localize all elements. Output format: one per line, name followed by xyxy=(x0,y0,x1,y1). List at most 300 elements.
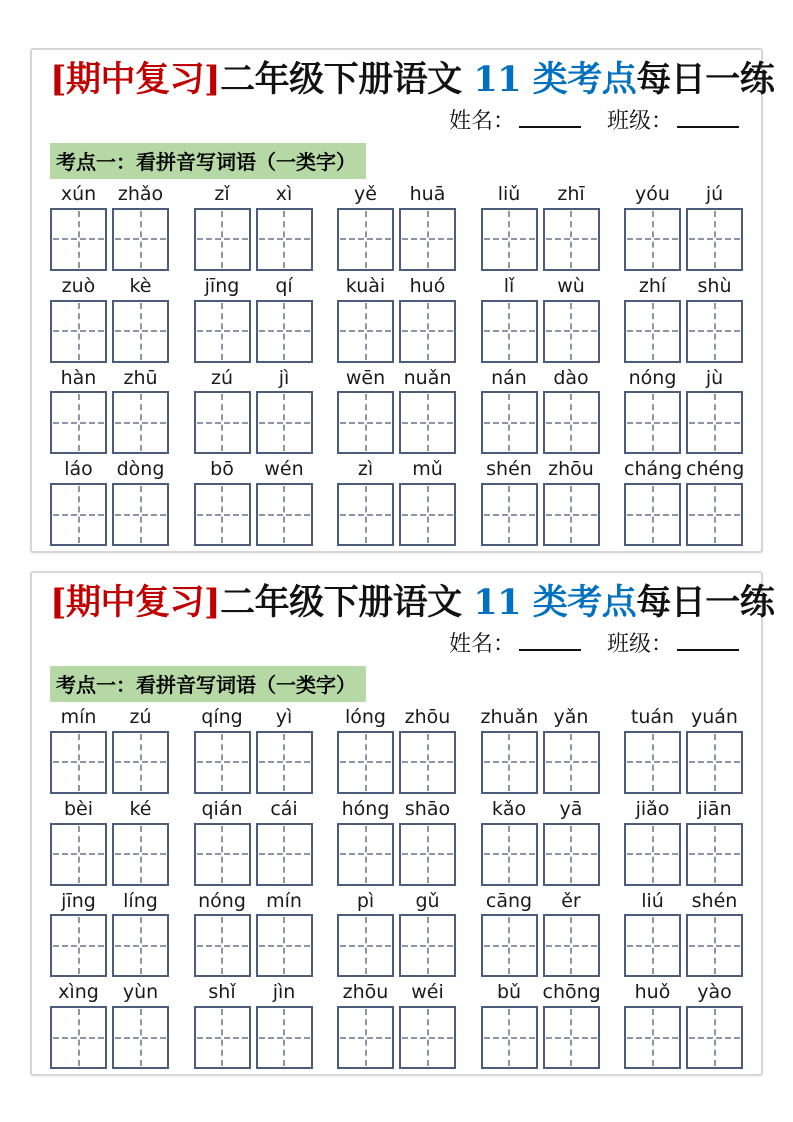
pinyin-syllable: jù xyxy=(705,366,724,389)
tianzige-box xyxy=(686,300,743,363)
box-pair xyxy=(50,914,169,977)
pinyin-syllable: bǔ xyxy=(496,981,522,1004)
pinyin-pair xyxy=(194,276,313,297)
pinyin-syllable: zhū xyxy=(123,366,158,389)
pinyin-pair xyxy=(624,459,743,480)
tianzige-box xyxy=(686,208,743,271)
pinyin-pair xyxy=(337,459,456,480)
word-pair xyxy=(481,184,600,271)
title-exam-tag: [期中复习] xyxy=(50,59,221,100)
tianzige-box xyxy=(194,731,251,794)
box-pair xyxy=(337,823,456,886)
box-pair xyxy=(481,208,600,271)
tianzige-box xyxy=(543,823,600,886)
pinyin-syllable: jiān xyxy=(697,797,732,820)
class-label: 班级： xyxy=(606,630,673,656)
pinyin-pair xyxy=(194,891,313,912)
tianzige-box xyxy=(194,208,251,271)
pinyin-syllable: zú xyxy=(129,705,152,728)
pinyin-pair xyxy=(50,368,169,389)
pinyin-syllable: qíng xyxy=(201,705,243,728)
writing-row xyxy=(50,184,743,271)
word-pair xyxy=(194,799,313,886)
box-pair xyxy=(50,823,169,886)
word-pair xyxy=(194,891,313,978)
pinyin-syllable: zhī xyxy=(557,182,585,205)
pinyin-pair xyxy=(624,276,743,297)
word-pair xyxy=(337,891,456,978)
page-title xyxy=(50,58,775,102)
pinyin-pair xyxy=(50,707,169,728)
pinyin-pair xyxy=(194,459,313,480)
tianzige-box xyxy=(112,483,169,546)
pinyin-syllable: chōng xyxy=(542,981,601,1004)
tianzige-box xyxy=(50,208,107,271)
pinyin-pair xyxy=(50,799,169,820)
pinyin-syllable: huǒ xyxy=(634,981,671,1004)
pinyin-syllable: yùn xyxy=(122,981,159,1004)
pinyin-syllable: kuài xyxy=(345,274,386,297)
word-pair xyxy=(50,799,169,886)
student-info-line xyxy=(50,104,743,135)
pinyin-syllable: qí xyxy=(275,274,293,297)
tianzige-box xyxy=(194,914,251,977)
word-pair xyxy=(624,459,743,546)
pinyin-pair xyxy=(50,891,169,912)
pinyin-syllable: cāng xyxy=(485,889,533,912)
box-pair xyxy=(624,914,743,977)
pinyin-syllable: zú xyxy=(210,366,233,389)
box-pair xyxy=(50,483,169,546)
pinyin-pair xyxy=(50,184,169,205)
box-pair xyxy=(194,823,313,886)
tianzige-box xyxy=(686,914,743,977)
pinyin-syllable: huó xyxy=(409,274,446,297)
box-pair xyxy=(194,483,313,546)
pinyin-pair xyxy=(481,891,600,912)
title-daily-practice: 每日一练 xyxy=(636,59,775,100)
tianzige-box xyxy=(50,731,107,794)
pinyin-syllable: gǔ xyxy=(415,889,440,912)
pinyin-syllable: wén xyxy=(264,458,304,481)
writing-grid xyxy=(50,707,743,1070)
tianzige-box xyxy=(337,483,394,546)
pinyin-syllable: cái xyxy=(270,797,298,820)
tianzige-box xyxy=(543,914,600,977)
pinyin-syllable: lóng xyxy=(344,705,386,728)
word-pair xyxy=(50,891,169,978)
pinyin-syllable: zhǎo xyxy=(117,182,164,205)
pinyin-pair xyxy=(624,982,743,1003)
tianzige-box xyxy=(481,731,538,794)
worksheet-panel-1 xyxy=(30,48,775,553)
box-pair xyxy=(50,300,169,363)
tianzige-box xyxy=(481,300,538,363)
tianzige-box xyxy=(112,731,169,794)
pinyin-pair xyxy=(337,982,456,1003)
tianzige-box xyxy=(337,731,394,794)
tianzige-box xyxy=(256,483,313,546)
pinyin-syllable: wéi xyxy=(411,981,444,1004)
title-topic-count: 11 类考点 xyxy=(473,59,637,100)
tianzige-box xyxy=(624,483,681,546)
pinyin-syllable: líng xyxy=(123,889,158,912)
word-pair xyxy=(337,459,456,546)
word-pair xyxy=(624,184,743,271)
pinyin-pair xyxy=(337,276,456,297)
tianzige-box xyxy=(624,914,681,977)
tianzige-box xyxy=(256,300,313,363)
box-pair xyxy=(337,914,456,977)
pinyin-syllable: qián xyxy=(201,797,243,820)
title-grade-subject: 二年级下册语文 xyxy=(220,582,474,623)
tianzige-box xyxy=(399,1006,456,1069)
tianzige-box xyxy=(112,1006,169,1069)
title-topic-count: 11 类考点 xyxy=(473,582,637,623)
pinyin-syllable: kè xyxy=(129,274,152,297)
tianzige-box xyxy=(543,1006,600,1069)
tianzige-box xyxy=(50,823,107,886)
tianzige-box xyxy=(337,823,394,886)
pinyin-syllable: wēn xyxy=(345,366,386,389)
word-pair xyxy=(337,707,456,794)
pinyin-pair xyxy=(481,459,600,480)
pinyin-pair xyxy=(337,891,456,912)
tianzige-box xyxy=(194,823,251,886)
pinyin-pair xyxy=(337,368,456,389)
tianzige-box xyxy=(194,391,251,454)
pinyin-syllable: xìng xyxy=(58,981,99,1004)
box-pair xyxy=(624,391,743,454)
pinyin-pair xyxy=(50,276,169,297)
word-pair xyxy=(50,459,169,546)
writing-row xyxy=(50,982,743,1069)
pinyin-syllable: mín xyxy=(60,705,97,728)
word-pair xyxy=(50,707,169,794)
pinyin-syllable: lǐ xyxy=(503,274,515,297)
tianzige-box xyxy=(50,914,107,977)
pinyin-pair xyxy=(194,707,313,728)
pinyin-syllable: cháng xyxy=(624,458,683,481)
word-pair xyxy=(624,891,743,978)
pinyin-pair xyxy=(337,707,456,728)
box-pair xyxy=(481,823,600,886)
tianzige-box xyxy=(481,391,538,454)
tianzige-box xyxy=(399,823,456,886)
tianzige-box xyxy=(624,731,681,794)
section-header: 考点一：看拼音写词语（一类字） xyxy=(50,143,366,179)
pinyin-syllable: zuò xyxy=(61,274,96,297)
tianzige-box xyxy=(399,208,456,271)
tianzige-box xyxy=(337,208,394,271)
box-pair xyxy=(337,731,456,794)
pinyin-syllable: zhōu xyxy=(548,458,594,481)
pinyin-pair xyxy=(481,799,600,820)
pinyin-pair xyxy=(624,799,743,820)
pinyin-pair xyxy=(194,368,313,389)
pinyin-syllable: liú xyxy=(641,889,664,912)
tianzige-box xyxy=(686,391,743,454)
tianzige-box xyxy=(686,823,743,886)
pinyin-syllable: xún xyxy=(60,182,97,205)
tianzige-box xyxy=(399,300,456,363)
box-pair xyxy=(194,914,313,977)
tianzige-box xyxy=(256,208,313,271)
pinyin-syllable: nán xyxy=(491,366,527,389)
tianzige-box xyxy=(399,914,456,977)
word-pair xyxy=(481,891,600,978)
tianzige-box xyxy=(337,391,394,454)
writing-row xyxy=(50,707,743,794)
pinyin-pair xyxy=(624,891,743,912)
word-pair xyxy=(481,707,600,794)
pinyin-syllable: yì xyxy=(275,705,293,728)
pinyin-syllable: bō xyxy=(210,458,234,481)
pinyin-syllable: ěr xyxy=(561,889,581,912)
pinyin-syllable: bèi xyxy=(63,797,94,820)
pinyin-syllable: pì xyxy=(356,889,375,912)
pinyin-syllable: yóu xyxy=(635,182,670,205)
name-label: 姓名： xyxy=(448,630,515,656)
tianzige-box xyxy=(50,300,107,363)
pinyin-pair xyxy=(194,799,313,820)
box-pair xyxy=(194,300,313,363)
tianzige-box xyxy=(194,483,251,546)
box-pair xyxy=(624,823,743,886)
name-blank-line xyxy=(519,108,581,128)
writing-row xyxy=(50,368,743,455)
pinyin-syllable: yā xyxy=(559,797,583,820)
pinyin-syllable: shén xyxy=(486,458,532,481)
tianzige-box xyxy=(481,823,538,886)
pinyin-syllable: hàn xyxy=(60,366,97,389)
worksheet-panel-2 xyxy=(30,571,775,1076)
pinyin-pair xyxy=(337,799,456,820)
tianzige-box xyxy=(686,483,743,546)
box-pair xyxy=(624,483,743,546)
pinyin-syllable: wù xyxy=(557,274,585,297)
tianzige-box xyxy=(112,300,169,363)
tianzige-box xyxy=(337,914,394,977)
word-pair xyxy=(194,184,313,271)
tianzige-box xyxy=(50,1006,107,1069)
tianzige-box xyxy=(543,300,600,363)
pinyin-syllable: mín xyxy=(266,889,302,912)
pinyin-pair xyxy=(481,276,600,297)
pinyin-syllable: shén xyxy=(691,889,738,912)
word-pair xyxy=(50,982,169,1069)
pinyin-pair xyxy=(50,982,169,1003)
tianzige-box xyxy=(194,1006,251,1069)
pinyin-syllable: dòng xyxy=(116,458,165,481)
box-pair xyxy=(337,1006,456,1069)
box-pair xyxy=(481,914,600,977)
word-pair xyxy=(624,368,743,455)
box-pair xyxy=(337,208,456,271)
pinyin-pair xyxy=(624,368,743,389)
word-pair xyxy=(481,459,600,546)
page-title xyxy=(50,581,775,625)
pinyin-syllable: zhuǎn xyxy=(480,705,539,728)
tianzige-box xyxy=(399,483,456,546)
tianzige-box xyxy=(543,483,600,546)
title-daily-practice: 每日一练 xyxy=(636,582,775,623)
word-pair xyxy=(337,799,456,886)
box-pair xyxy=(194,391,313,454)
pinyin-syllable: nóng xyxy=(628,366,677,389)
tianzige-box xyxy=(624,208,681,271)
box-pair xyxy=(50,731,169,794)
name-blank-line xyxy=(519,631,581,651)
tianzige-box xyxy=(624,300,681,363)
tianzige-box xyxy=(481,914,538,977)
tianzige-box xyxy=(543,391,600,454)
pinyin-pair xyxy=(194,184,313,205)
tianzige-box xyxy=(624,823,681,886)
pinyin-syllable: yuán xyxy=(691,705,738,728)
box-pair xyxy=(50,1006,169,1069)
box-pair xyxy=(481,300,600,363)
pinyin-syllable: shāo xyxy=(404,797,451,820)
pinyin-syllable: jīng xyxy=(204,274,240,297)
tianzige-box xyxy=(686,731,743,794)
word-pair xyxy=(50,276,169,363)
pinyin-syllable: yào xyxy=(697,981,732,1004)
tianzige-box xyxy=(256,391,313,454)
class-label: 班级： xyxy=(606,107,673,133)
word-pair xyxy=(481,276,600,363)
class-blank-line xyxy=(677,631,739,651)
tianzige-box xyxy=(481,483,538,546)
box-pair xyxy=(624,1006,743,1069)
pinyin-syllable: ké xyxy=(129,797,152,820)
box-pair xyxy=(194,1006,313,1069)
tianzige-box xyxy=(256,914,313,977)
student-info-line xyxy=(50,627,743,658)
pinyin-syllable: shù xyxy=(697,274,732,297)
box-pair xyxy=(624,208,743,271)
pinyin-syllable: kǎo xyxy=(491,797,527,820)
pinyin-pair xyxy=(481,707,600,728)
word-pair xyxy=(481,368,600,455)
tianzige-box xyxy=(337,300,394,363)
word-pair xyxy=(337,184,456,271)
pinyin-pair xyxy=(624,707,743,728)
pinyin-syllable: láo xyxy=(64,458,93,481)
pinyin-syllable: liǔ xyxy=(497,182,521,205)
pinyin-syllable: zhōu xyxy=(404,705,451,728)
pinyin-syllable: zì xyxy=(357,458,374,481)
word-pair xyxy=(50,184,169,271)
name-label: 姓名： xyxy=(448,107,515,133)
pinyin-syllable: chéng xyxy=(686,458,745,481)
pinyin-syllable: zhí xyxy=(638,274,667,297)
word-pair xyxy=(194,276,313,363)
word-pair xyxy=(624,276,743,363)
box-pair xyxy=(50,208,169,271)
tianzige-box xyxy=(624,1006,681,1069)
pinyin-pair xyxy=(481,368,600,389)
tianzige-box xyxy=(112,914,169,977)
pinyin-syllable: xì xyxy=(275,182,293,205)
word-pair xyxy=(337,368,456,455)
tianzige-box xyxy=(543,731,600,794)
word-pair xyxy=(624,982,743,1069)
box-pair xyxy=(337,300,456,363)
tianzige-box xyxy=(112,391,169,454)
tianzige-box xyxy=(337,1006,394,1069)
pinyin-pair xyxy=(194,982,313,1003)
word-pair xyxy=(194,368,313,455)
box-pair xyxy=(50,391,169,454)
writing-row xyxy=(50,276,743,363)
box-pair xyxy=(337,391,456,454)
pinyin-pair xyxy=(481,184,600,205)
pinyin-syllable: zhōu xyxy=(342,981,389,1004)
tianzige-box xyxy=(624,391,681,454)
box-pair xyxy=(481,731,600,794)
pinyin-syllable: dào xyxy=(553,366,589,389)
tianzige-box xyxy=(50,391,107,454)
pinyin-syllable: jiǎo xyxy=(635,797,670,820)
writing-grid xyxy=(50,184,743,547)
word-pair xyxy=(50,368,169,455)
pinyin-syllable: zǐ xyxy=(214,182,230,205)
pinyin-pair xyxy=(337,184,456,205)
word-pair xyxy=(481,982,600,1069)
writing-row xyxy=(50,459,743,546)
box-pair xyxy=(481,483,600,546)
pinyin-syllable: jú xyxy=(705,182,724,205)
pinyin-syllable: shǐ xyxy=(208,981,236,1004)
box-pair xyxy=(194,208,313,271)
pinyin-pair xyxy=(481,982,600,1003)
title-exam-tag: [期中复习] xyxy=(50,582,221,623)
pinyin-syllable: jìn xyxy=(272,981,296,1004)
word-pair xyxy=(194,707,313,794)
tianzige-box xyxy=(256,731,313,794)
pinyin-syllable: hóng xyxy=(341,797,390,820)
tianzige-box xyxy=(194,300,251,363)
word-pair xyxy=(337,276,456,363)
box-pair xyxy=(481,391,600,454)
word-pair xyxy=(624,707,743,794)
tianzige-box xyxy=(399,731,456,794)
section-header: 考点一：看拼音写词语（一类字） xyxy=(50,666,366,702)
writing-row xyxy=(50,891,743,978)
tianzige-box xyxy=(686,1006,743,1069)
box-pair xyxy=(481,1006,600,1069)
word-pair xyxy=(194,459,313,546)
tianzige-box xyxy=(481,208,538,271)
pinyin-syllable: yě xyxy=(354,182,377,205)
tianzige-box xyxy=(399,391,456,454)
pinyin-syllable: huā xyxy=(409,182,446,205)
pinyin-syllable: nóng xyxy=(198,889,246,912)
tianzige-box xyxy=(543,208,600,271)
tianzige-box xyxy=(50,483,107,546)
tianzige-box xyxy=(256,823,313,886)
writing-row xyxy=(50,799,743,886)
pinyin-pair xyxy=(624,184,743,205)
class-blank-line xyxy=(677,108,739,128)
pinyin-syllable: yǎn xyxy=(553,705,589,728)
word-pair xyxy=(337,982,456,1069)
box-pair xyxy=(194,731,313,794)
pinyin-syllable: jì xyxy=(278,366,290,389)
tianzige-box xyxy=(112,208,169,271)
pinyin-syllable: tuán xyxy=(630,705,675,728)
